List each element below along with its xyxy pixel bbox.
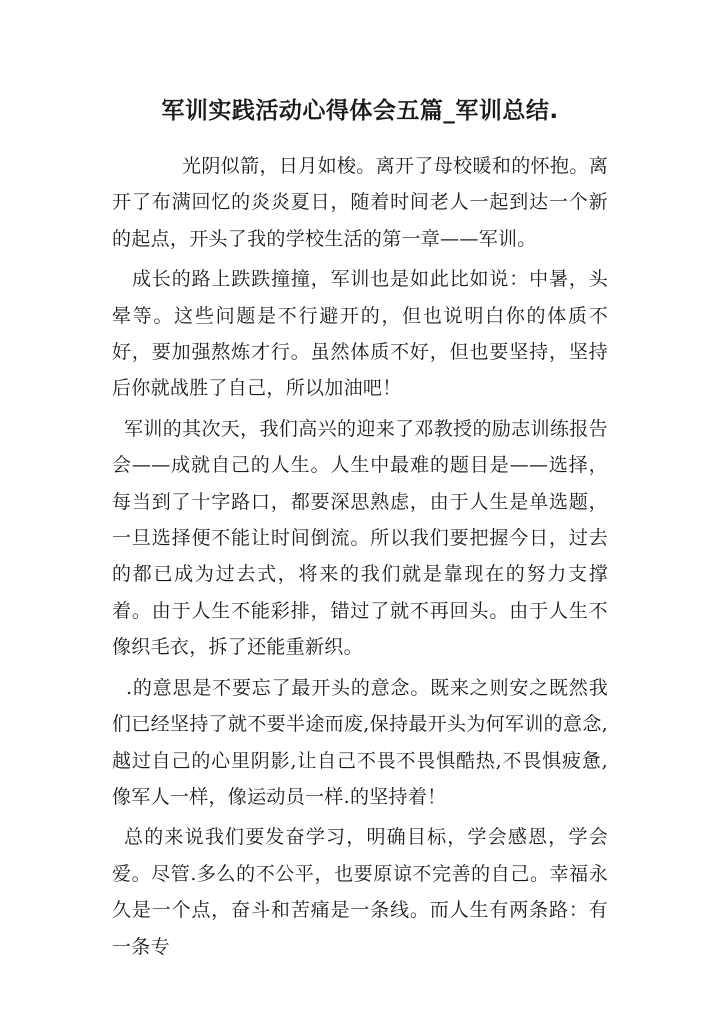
document-body — [112, 148, 608, 969]
paragraph-5: 总的来说我们要发奋学习，明确目标，学会感恩，学会爱。尽管.多么的不公平，也要原谅不完善的自己。幸福永久是一个点，奋斗和苦痛是一条线。而人生有两条路：有一条专 — [112, 826, 608, 958]
document-title: 军训实践活动心得体会五篇_军训总结. — [161, 98, 559, 124]
paragraph-3: 军训的其次天，我们高兴的迎来了邓教授的励志训练报告会——成就自己的人生。人生中最难的题目是——选择，每当到了十字路口，都要深思熟虑，由于人生是单选题，一旦选择便不能让时间倒流。所以我们要把握今日，过去的都已成为过去式，将来的我们就是靠现在的努力支撑着。由于人生不能彩排，错过了就不再回头。由于人生不像织毛衣，拆了还能重新织。 — [112, 417, 608, 659]
paragraph-2: 成长的路上跌跌撞撞，军训也是如此比如说：中暑，头晕等。这些问题是不行避开的，但也说明白你的体质不好，要加强熬炼才行。虽然体质不好，但也要坚持，坚持后你就战胜了自己，所以加油吧！ — [112, 268, 608, 400]
paragraph-4: .的意思是不要忘了最开头的意念。既来之则安之既然我们已经坚持了就不要半途而废,保持最开头为何军训的意念,越过自己的心里阴影,让自己不畏不畏惧酷热,不畏惧疲惫,像军人一样，像运动员一样.的坚持着！ — [112, 676, 608, 808]
paragraph-1: 光阴似箭，日月如梭。离开了母校暖和的怀抱。离开了布满回忆的炎炎夏日，随着时间老人一起到达一个新的起点，开头了我的学校生活的第一章——军训。 — [112, 155, 608, 250]
